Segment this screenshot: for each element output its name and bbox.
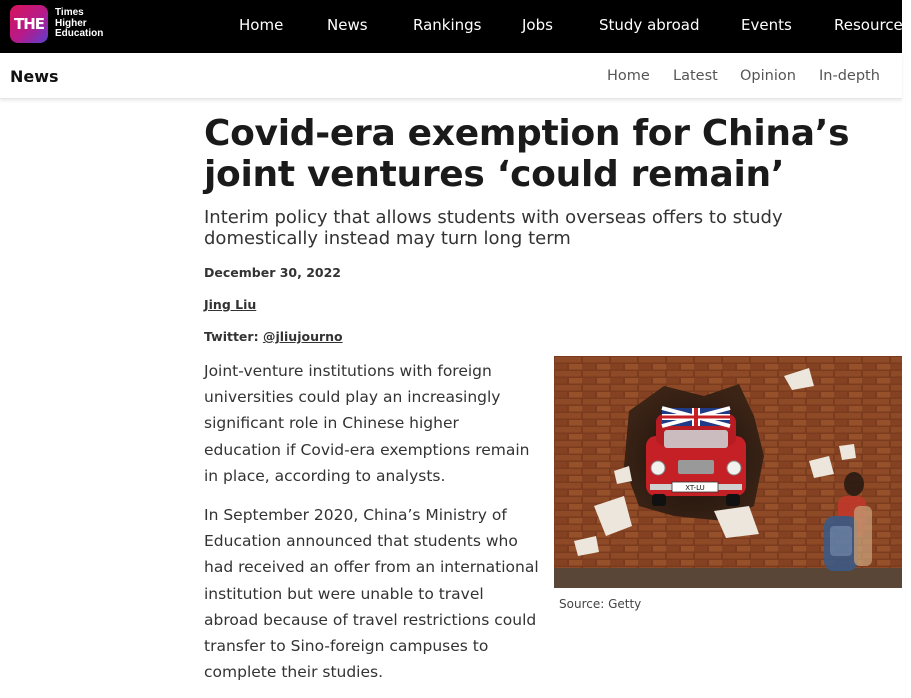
- article-paragraph: In September 2020, China’s Ministry of Education announced that students who had received an offer from an international institution but were unable to travel abroad because of travel restrictions could transfer to Sino-foreign campuses to complete their studies.: [204, 506, 539, 682]
- image-caption: Source: Getty: [559, 597, 642, 611]
- article-body: [204, 358, 539, 698]
- main-nav: [0, 0, 911, 53]
- logo-line: Times: [55, 7, 84, 18]
- section-bar: [0, 53, 902, 99]
- section-nav-in-depth[interactable]: In-depth: [819, 68, 880, 84]
- top-navigation-bar: [0, 0, 911, 53]
- logo-line: Higher: [55, 17, 87, 29]
- nav-study-abroad[interactable]: Study abroad: [599, 16, 700, 34]
- nav-home[interactable]: Home: [239, 16, 284, 34]
- article-image: [554, 356, 902, 588]
- nav-rankings[interactable]: Rankings: [413, 16, 482, 34]
- section-nav-home[interactable]: Home: [607, 68, 650, 84]
- logo-mark: THE: [13, 15, 45, 33]
- nav-jobs[interactable]: Jobs: [522, 16, 553, 34]
- logo-line: Education: [55, 28, 104, 39]
- section-nav-latest[interactable]: Latest: [673, 68, 718, 84]
- nav-resources[interactable]: Resources: [834, 16, 911, 34]
- article-standfirst: Interim policy that allows students with overseas offers to study domestically instead may turn long term: [204, 207, 783, 249]
- article-paragraph: Joint-venture institutions with foreign universities could play an increasingly significant role in Chinese higher education if Covid-era exemptions remain in place, according to analysts.: [204, 362, 530, 485]
- nav-events[interactable]: Events: [741, 16, 792, 34]
- twitter-handle-link[interactable]: @jliujourno: [262, 329, 343, 344]
- license-plate: XT-LU: [685, 484, 705, 492]
- twitter-label: Twitter:: [204, 329, 259, 344]
- nav-news[interactable]: News: [327, 16, 368, 34]
- section-nav-opinion[interactable]: Opinion: [740, 68, 796, 84]
- article-date: December 30, 2022: [204, 265, 341, 280]
- author-link[interactable]: Jing Liu: [204, 297, 257, 312]
- author-twitter: [204, 329, 343, 344]
- section-title[interactable]: News: [10, 67, 59, 86]
- article-headline: Covid-era exemption for China’s joint ventures ‘could remain’: [204, 113, 850, 195]
